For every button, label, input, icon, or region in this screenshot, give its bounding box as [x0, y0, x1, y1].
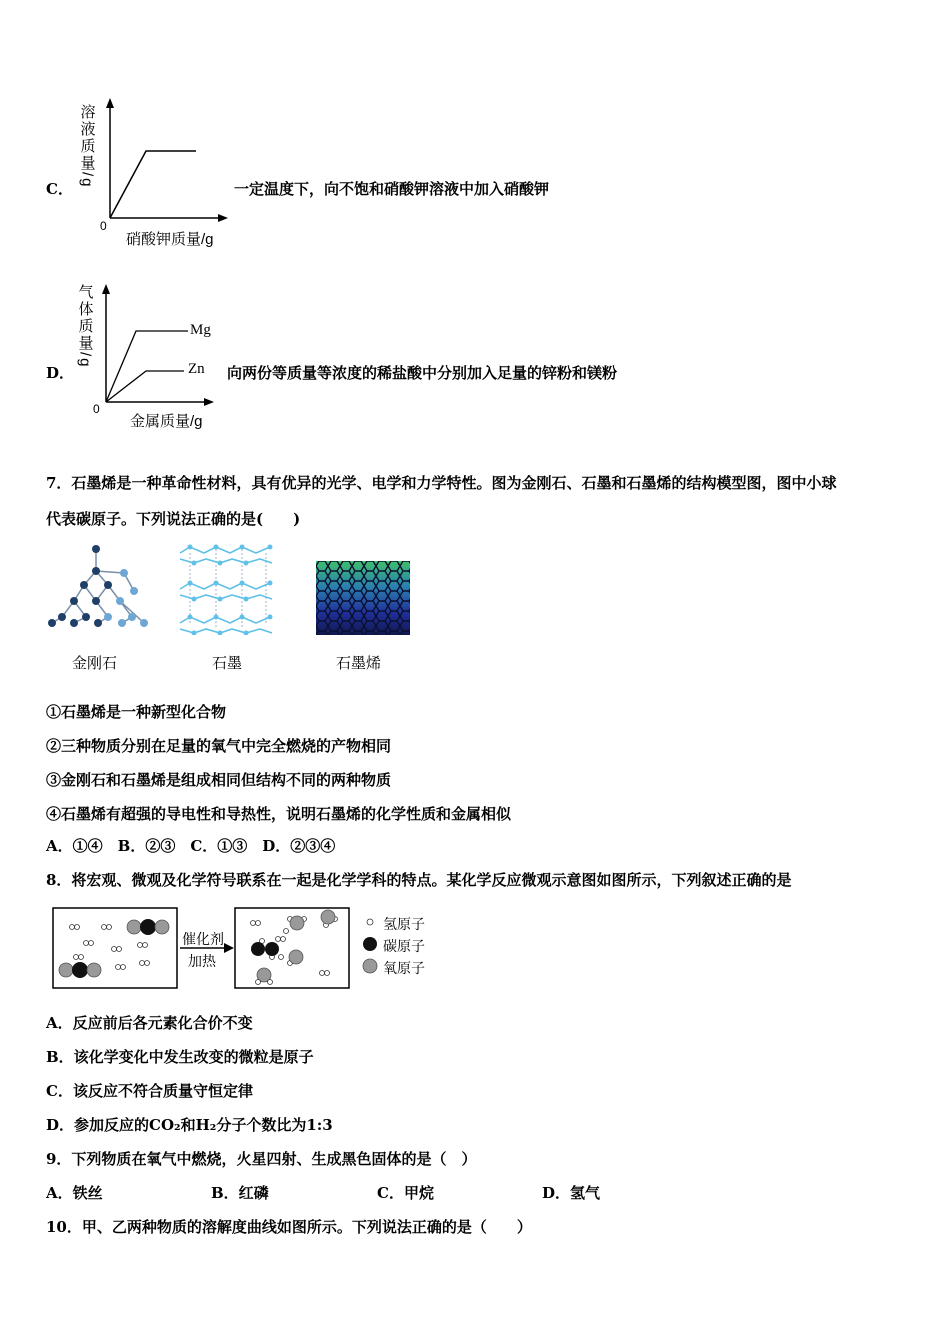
mg-line	[106, 331, 188, 402]
x-axis-arrow	[218, 214, 228, 222]
q9-option-b: B．红磷	[211, 1184, 269, 1202]
option-d-origin: 0	[93, 402, 100, 416]
q10-stem: 10．甲、乙两种物质的溶解度曲线如图所示。下列说法正确的是（ ）	[46, 1218, 532, 1236]
q7-statement-4: ④石墨烯有超强的导电性和导热性，说明石墨烯的化学性质和金属相似	[46, 805, 512, 823]
option-d-label: D．	[46, 364, 75, 382]
legend-oxygen: 氧原子	[383, 960, 425, 976]
q7-statement-3: ③金刚石和石墨烯是组成相同但结构不同的两种物质	[46, 771, 392, 789]
q8-option-d: D．参加反应的CO₂和H₂分子个数比为1:3	[46, 1116, 333, 1134]
y-axis-arrow	[102, 284, 110, 294]
q9-stem: 9．下列物质在氧气中燃烧，火星四射、生成黑色固体的是（ ）	[46, 1150, 477, 1168]
option-c-desc: 一定温度下，向不饱和硝酸钾溶液中加入硝酸钾	[234, 180, 550, 198]
q7-statement-2: ②三种物质分别在足量的氧气中完全燃烧的产物相同	[46, 737, 392, 755]
q8-stem: 8．将宏观、微观及化学符号联系在一起是化学学科的特点。某化学反应微观示意图如图所示，下列叙述正确的是	[46, 871, 792, 889]
carbon-legend-marker	[363, 937, 377, 951]
q8-option-b: B．该化学变化中发生改变的微粒是原子	[46, 1048, 314, 1066]
hydrogen-legend-marker	[367, 919, 373, 925]
diamond-structure-image	[46, 543, 152, 633]
option-d-ylabel: 气体质量/g	[76, 284, 94, 369]
q7-stem-line1: 7．石墨烯是一种革命性材料，具有优异的光学、电学和力学特性。图为金刚石、石墨和石墨烯的结构模型图，图中小球	[46, 474, 837, 492]
option-d-xlabel: 金属质量/g	[130, 413, 203, 430]
option-d-graph	[92, 282, 222, 410]
option-c-ylabel: 溶液质量/g	[78, 104, 96, 189]
q8-option-c: C．该反应不符合质量守恒定律	[46, 1082, 253, 1100]
option-c-origin: 0	[100, 219, 107, 233]
legend-carbon: 碳原子	[383, 938, 425, 954]
q9-option-d: D．氢气	[542, 1184, 601, 1202]
option-d-zn-label: Zn	[188, 361, 205, 377]
graphite-structure-image	[176, 543, 276, 635]
option-c-xlabel: 硝酸钾质量/g	[126, 231, 214, 248]
legend-hydrogen: 氢原子	[383, 916, 425, 932]
q8-arrow-bottom: 加热	[188, 953, 216, 969]
q7-options: A．①④ B．②③ C．①③ D．②③④	[46, 837, 336, 855]
x-axis-arrow	[204, 398, 214, 406]
caption-graphene: 石墨烯	[336, 655, 382, 672]
graphene-structure-image	[316, 561, 410, 635]
curve	[110, 151, 196, 218]
q7-statement-1: ①石墨烯是一种新型化合物	[46, 703, 227, 721]
q8-arrow-top: 催化剂	[182, 931, 224, 947]
oxygen-legend-marker	[363, 959, 377, 973]
option-d-mg-label: Mg	[190, 322, 211, 338]
option-d-desc: 向两份等质量等浓度的稀盐酸中分别加入足量的锌粉和镁粉	[227, 364, 618, 382]
q9-option-a: A．铁丝	[46, 1184, 103, 1202]
option-c-label: C．	[46, 180, 73, 198]
q8-reaction-diagram	[52, 905, 432, 991]
q9-option-c: C．甲烷	[377, 1184, 434, 1202]
caption-graphite: 石墨	[212, 655, 243, 672]
q8-option-a: A．反应前后各元素化合价不变	[46, 1014, 253, 1032]
q7-stem-line2: 代表碳原子。下列说法正确的是( )	[46, 510, 301, 528]
option-c-graph	[96, 96, 236, 226]
caption-diamond: 金刚石	[72, 655, 118, 672]
y-axis-arrow	[106, 98, 114, 108]
